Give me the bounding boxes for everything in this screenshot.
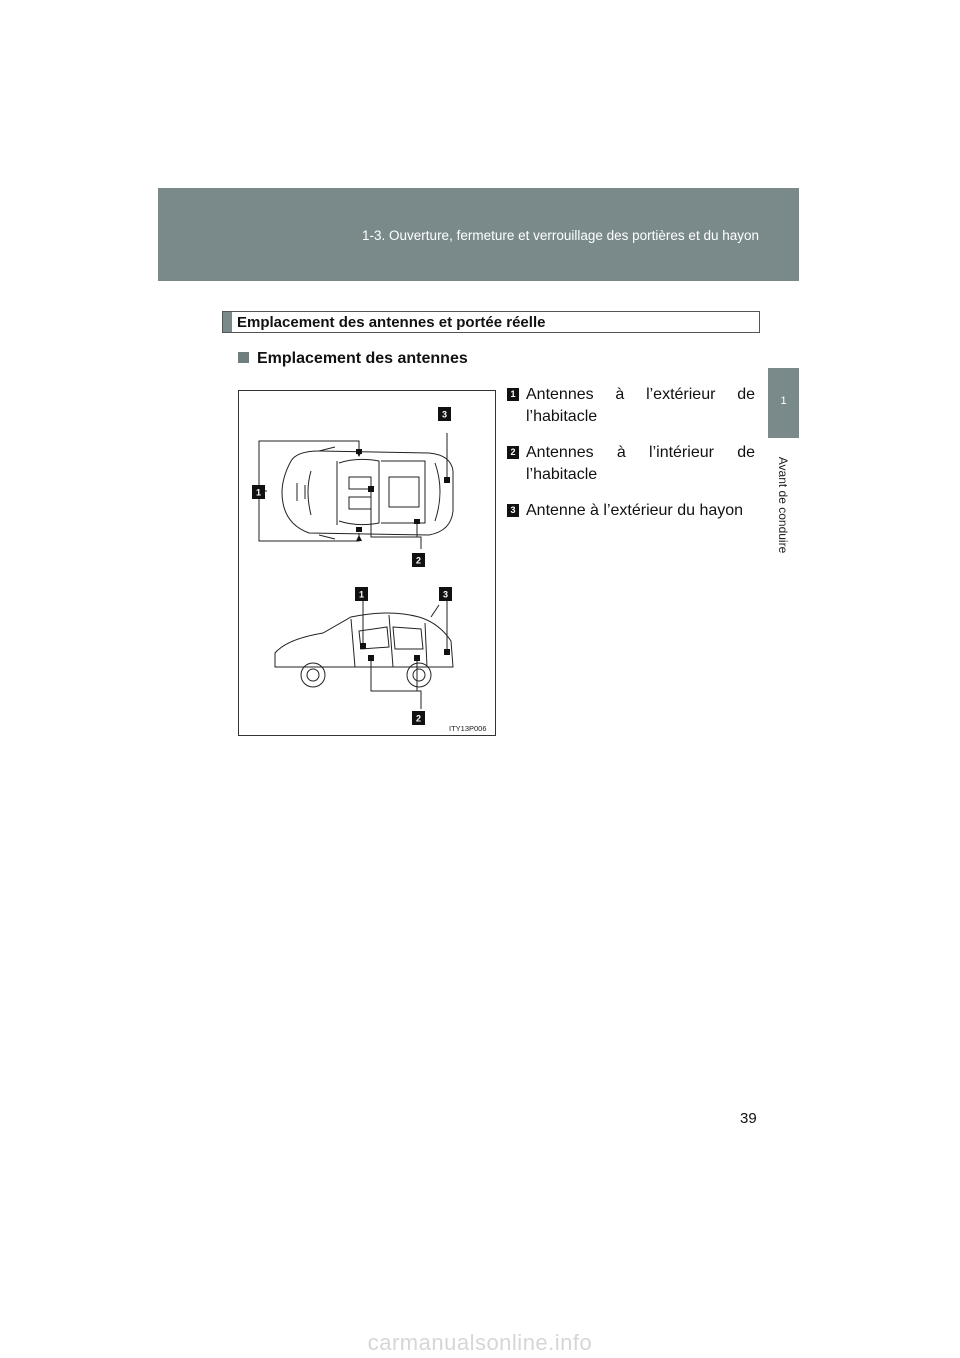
callout-1-top (252, 485, 265, 499)
legend-text: Antennes à l’extérieur de l’habitacle (526, 386, 755, 425)
callout-2-top (412, 553, 425, 567)
legend-item (507, 384, 755, 428)
subheading-text: Emplacement des antennes (257, 350, 468, 367)
chapter-number: 1 (780, 395, 787, 407)
callout-2-side-label: 2 (415, 713, 422, 724)
callout-3-top-label: 3 (441, 409, 448, 420)
section-title: Emplacement des antennes et portée réelle (237, 314, 546, 331)
callout-2-top-label: 2 (415, 555, 422, 566)
side-view-antenna-marks (360, 643, 450, 661)
callout-3-top (438, 407, 451, 421)
legend-item (507, 500, 755, 522)
header-band (158, 188, 799, 281)
section-heading-bar (223, 312, 232, 332)
side-view-callout-lines (363, 601, 447, 709)
legend-number-badge: 2 (507, 446, 519, 459)
page-number: 39 (740, 1110, 757, 1127)
callout-2-side (412, 711, 425, 725)
square-bullet-icon (238, 352, 249, 363)
section-heading-box (222, 311, 760, 333)
car-top-view (282, 447, 453, 539)
callout-3-side-label: 3 (442, 589, 449, 600)
legend-number-badge: 1 (507, 388, 519, 401)
top-view-antenna-marks (356, 449, 450, 541)
subheading (238, 350, 468, 368)
legend-item (507, 442, 755, 486)
chapter-tab (768, 368, 799, 438)
callout-1-side (355, 587, 368, 601)
callout-1-side-label: 1 (358, 589, 365, 600)
callout-1-top-label: 1 (255, 487, 262, 498)
legend-list (507, 384, 755, 536)
watermark[interactable]: carmanualsonline.info (367, 1330, 593, 1355)
figure-code: ITY13P006 (449, 724, 487, 733)
car-diagram (239, 391, 497, 737)
legend-text: Antennes à l’intérieur de l’habitacle (526, 444, 755, 483)
legend-text: Antenne à l’extérieur du hayon (526, 502, 744, 519)
callout-3-side (439, 587, 452, 601)
chapter-label-text: Avant de conduire (776, 456, 790, 554)
chapter-section-title: 1-3. Ouverture, fermeture et verrouillage des portières et du hayon (362, 228, 759, 243)
antenna-location-figure (238, 390, 496, 736)
legend-number-badge: 3 (507, 504, 519, 517)
